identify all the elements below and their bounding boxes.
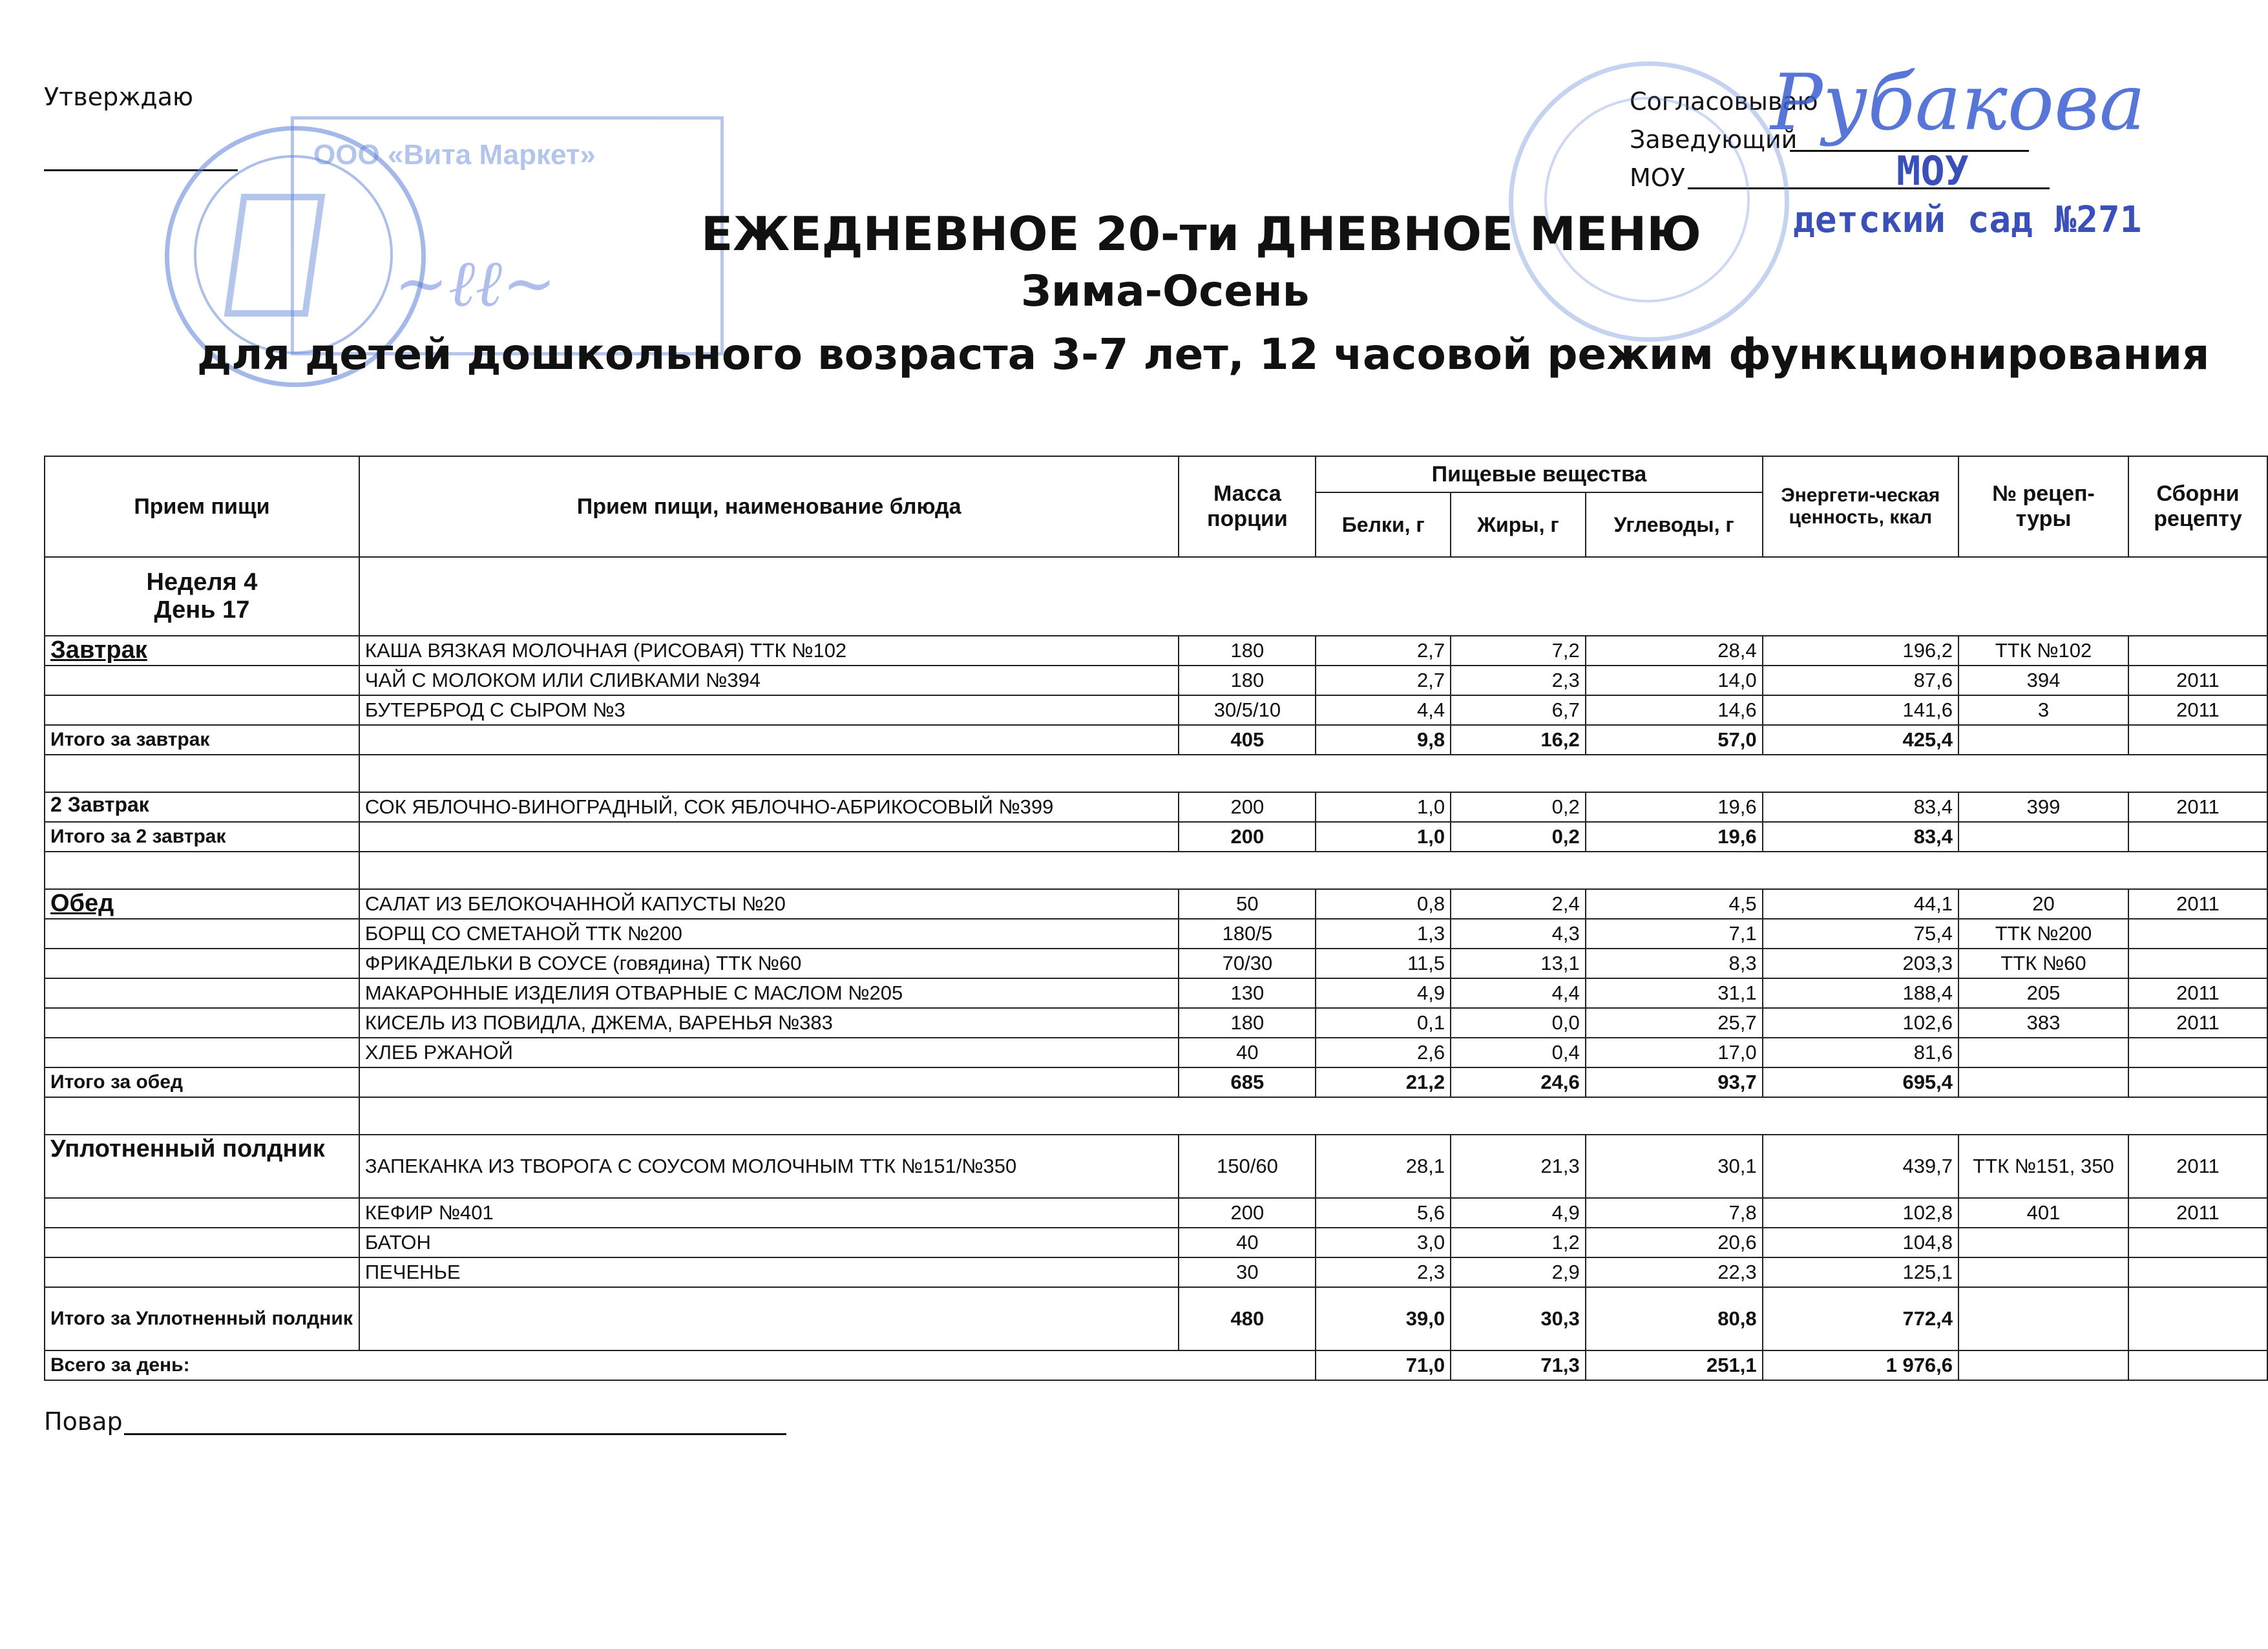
cell-mass: 200: [1179, 822, 1316, 852]
cell-coll: [2128, 919, 2267, 949]
dish-name: МАКАРОННЫЕ ИЗДЕЛИЯ ОТВАРНЫЕ С МАСЛОМ №205: [359, 978, 1179, 1008]
cell-protein: 2,6: [1316, 1038, 1451, 1067]
dish-name: [359, 1287, 1179, 1350]
left-stamp-text: ООО «Вита Маркет»: [313, 139, 596, 171]
cell-carbs: 57,0: [1586, 725, 1763, 755]
spacer-row: [45, 1097, 2267, 1135]
cell-fat: 0,0: [1451, 1008, 1586, 1038]
cell-energy: 102,8: [1763, 1198, 1958, 1228]
cell-recipe: [1958, 1067, 2128, 1097]
cell-protein: 4,4: [1316, 695, 1451, 725]
cell-energy: 125,1: [1763, 1257, 1958, 1287]
audience-title: для детей дошкольного возраста 3-7 лет, 12 часовой режим функционирования: [197, 330, 2210, 379]
cell-coll: [2128, 725, 2267, 755]
cell-protein: 4,9: [1316, 978, 1451, 1008]
day-total-row: [45, 1350, 2267, 1380]
cell-coll: 2011: [2128, 695, 2267, 725]
right-stamp-line1: МОУ: [1896, 147, 1969, 194]
cell-mass: 130: [1179, 978, 1316, 1008]
cell-carbs: 19,6: [1586, 822, 1763, 852]
cell-coll: [2128, 822, 2267, 852]
cell-coll: 2011: [2128, 666, 2267, 695]
cell-fat: 0,4: [1451, 1038, 1586, 1067]
cell-protein: 1,0: [1316, 822, 1451, 852]
day-total-energy: 1 976,6: [1763, 1350, 1958, 1380]
cell-energy: 102,6: [1763, 1008, 1958, 1038]
cell-carbs: 7,8: [1586, 1198, 1763, 1228]
approve-left-label: Утверждаю: [44, 83, 193, 111]
dish-name: ЗАПЕКАНКА ИЗ ТВОРОГА С СОУСОМ МОЛОЧНЫМ ТТК №151/№350: [359, 1135, 1179, 1198]
cell-protein: 2,7: [1316, 636, 1451, 666]
menu-row: [45, 695, 2267, 725]
menu-row: [45, 889, 2267, 919]
meal-cell: [45, 919, 359, 949]
menu-row: [45, 1135, 2267, 1198]
dish-name: ПЕЧЕНЬЕ: [359, 1257, 1179, 1287]
dish-name: ФРИКАДЕЛЬКИ В СОУСЕ (говядина) ТТК №60: [359, 949, 1179, 978]
cell-recipe: 401: [1958, 1198, 2128, 1228]
cell-carbs: 14,6: [1586, 695, 1763, 725]
meal-cell: [45, 1008, 359, 1038]
approve-right-line2: Заведующий: [1630, 125, 1798, 154]
cell-fat: 7,2: [1451, 636, 1586, 666]
cell-energy: 188,4: [1763, 978, 1958, 1008]
meal-cell: [45, 978, 359, 1008]
cell-mass: 150/60: [1179, 1135, 1316, 1198]
cell-energy: 141,6: [1763, 695, 1958, 725]
cell-mass: 50: [1179, 889, 1316, 919]
cell-recipe: ТТК №200: [1958, 919, 2128, 949]
cell-energy: 87,6: [1763, 666, 1958, 695]
cell-carbs: 4,5: [1586, 889, 1763, 919]
cell-fat: 2,9: [1451, 1257, 1586, 1287]
cell-energy: 425,4: [1763, 725, 1958, 755]
meal-cell: Обед: [45, 889, 359, 919]
cell-protein: 0,8: [1316, 889, 1451, 919]
header-collection: Сборни рецепту: [2128, 456, 2267, 557]
header-recipe: № рецеп- туры: [1958, 456, 2128, 557]
day-total-label: Всего за день:: [45, 1350, 1316, 1380]
dish-name: БАТОН: [359, 1228, 1179, 1257]
menu-row: [45, 666, 2267, 695]
cell-carbs: 30,1: [1586, 1135, 1763, 1198]
season-title: Зима-Осень: [1021, 266, 1310, 316]
cell-carbs: 7,1: [1586, 919, 1763, 949]
dish-name: ХЛЕБ РЖАНОЙ: [359, 1038, 1179, 1067]
menu-row: [45, 978, 2267, 1008]
cell-recipe: [1958, 822, 2128, 852]
cell-protein: 2,3: [1316, 1257, 1451, 1287]
dish-name: [359, 725, 1179, 755]
total-row: [45, 725, 2267, 755]
meal-cell: 2 Завтрак: [45, 792, 359, 822]
cell-protein: 39,0: [1316, 1287, 1451, 1350]
cell-coll: 2011: [2128, 889, 2267, 919]
cell-coll: [2128, 1228, 2267, 1257]
cell-mass: 180: [1179, 1008, 1316, 1038]
header-dish: Прием пищи, наименование блюда: [359, 456, 1179, 557]
meal-cell: [45, 695, 359, 725]
meal-cell: Уплотненный полдник: [45, 1135, 359, 1198]
cell-mass: 180/5: [1179, 919, 1316, 949]
cell-protein: 28,1: [1316, 1135, 1451, 1198]
total-label: Итого за завтрак: [45, 725, 359, 755]
cell-protein: 0,1: [1316, 1008, 1451, 1038]
cell-recipe: [1958, 725, 2128, 755]
dish-name: КИСЕЛЬ ИЗ ПОВИДЛА, ДЖЕМА, ВАРЕНЬЯ №383: [359, 1008, 1179, 1038]
dish-name: КАША ВЯЗКАЯ МОЛОЧНАЯ (РИСОВАЯ) ТТК №102: [359, 636, 1179, 666]
day-total-protein: 71,0: [1316, 1350, 1451, 1380]
day-total-fat: 71,3: [1451, 1350, 1586, 1380]
total-row: [45, 822, 2267, 852]
cell-fat: 4,4: [1451, 978, 1586, 1008]
meal-cell: Завтрак: [45, 636, 359, 666]
cell-coll: 2011: [2128, 1008, 2267, 1038]
meal-cell: [45, 1257, 359, 1287]
cell-mass: 30/5/10: [1179, 695, 1316, 725]
header-energy: Энергети-ческая ценность, ккал: [1763, 456, 1958, 557]
total-row: [45, 1287, 2267, 1350]
header-mass: Масса порции: [1179, 456, 1316, 557]
cell-fat: 21,3: [1451, 1135, 1586, 1198]
cell-recipe: 20: [1958, 889, 2128, 919]
header-carbs: Углеводы, г: [1586, 492, 1763, 557]
total-label: Итого за 2 завтрак: [45, 822, 359, 852]
cell-energy: 196,2: [1763, 636, 1958, 666]
cell-fat: 4,9: [1451, 1198, 1586, 1228]
cell-fat: 13,1: [1451, 949, 1586, 978]
header-fat: Жиры, г: [1451, 492, 1586, 557]
cell-coll: 2011: [2128, 978, 2267, 1008]
spacer-row: [45, 755, 2267, 792]
total-label: Итого за обед: [45, 1067, 359, 1097]
cell-mass: 685: [1179, 1067, 1316, 1097]
cook-signature-line: [124, 1433, 786, 1435]
cell-carbs: 93,7: [1586, 1067, 1763, 1097]
cell-fat: 24,6: [1451, 1067, 1586, 1097]
cell-carbs: 20,6: [1586, 1228, 1763, 1257]
cell-mass: 405: [1179, 725, 1316, 755]
cell-coll: [2128, 1067, 2267, 1097]
cell-mass: 180: [1179, 666, 1316, 695]
meal-cell: [45, 1228, 359, 1257]
cell-carbs: 22,3: [1586, 1257, 1763, 1287]
cell-fat: 2,3: [1451, 666, 1586, 695]
cell-recipe: [1958, 1228, 2128, 1257]
cell-carbs: 31,1: [1586, 978, 1763, 1008]
approve-right-line1: Согласовываю: [1630, 87, 1818, 116]
cell-recipe: [1958, 1257, 2128, 1287]
cell-carbs: 17,0: [1586, 1038, 1763, 1067]
cell-coll: [2128, 636, 2267, 666]
total-label: Итого за Уплотненный полдник: [45, 1287, 359, 1350]
day-total-carbs: 251,1: [1586, 1350, 1763, 1380]
left-signature: ~ℓℓ~: [394, 246, 556, 321]
week-day-cell: Неделя 4 День 17: [45, 557, 359, 636]
cell-protein: 2,7: [1316, 666, 1451, 695]
cell-recipe: [1958, 1287, 2128, 1350]
cell-fat: 4,3: [1451, 919, 1586, 949]
cell-energy: 695,4: [1763, 1067, 1958, 1097]
cell-mass: 200: [1179, 792, 1316, 822]
meal-cell: [45, 1198, 359, 1228]
cell-protein: 11,5: [1316, 949, 1451, 978]
cell-mass: 70/30: [1179, 949, 1316, 978]
cell-mass: 40: [1179, 1038, 1316, 1067]
menu-row: [45, 636, 2267, 666]
dish-name: СОК ЯБЛОЧНО-ВИНОГРАДНЫЙ, СОК ЯБЛОЧНО-АБРИКОСОВЫЙ №399: [359, 792, 1179, 822]
dish-name: БОРЩ СО СМЕТАНОЙ ТТК №200: [359, 919, 1179, 949]
cell-recipe: 3: [1958, 695, 2128, 725]
cell-coll: 2011: [2128, 1135, 2267, 1198]
cell-energy: 81,6: [1763, 1038, 1958, 1067]
dish-name: КЕФИР №401: [359, 1198, 1179, 1228]
cell-energy: 772,4: [1763, 1287, 1958, 1350]
menu-row: [45, 919, 2267, 949]
cell-recipe: ТТК №102: [1958, 636, 2128, 666]
right-stamp-line2: детский сад №271: [1793, 199, 2142, 241]
cell-carbs: 25,7: [1586, 1008, 1763, 1038]
approve-right-line3: МОУ: [1630, 163, 1685, 192]
header-meal: Прием пищи: [45, 456, 359, 557]
dish-name: САЛАТ ИЗ БЕЛОКОЧАННОЙ КАПУСТЫ №20: [359, 889, 1179, 919]
cell-energy: 83,4: [1763, 792, 1958, 822]
menu-row: [45, 1228, 2267, 1257]
cell-energy: 83,4: [1763, 822, 1958, 852]
cell-mass: 480: [1179, 1287, 1316, 1350]
cell-coll: [2128, 949, 2267, 978]
cell-energy: 44,1: [1763, 889, 1958, 919]
cell-carbs: 14,0: [1586, 666, 1763, 695]
dish-name: БУТЕРБРОД С СЫРОМ №3: [359, 695, 1179, 725]
cell-energy: 439,7: [1763, 1135, 1958, 1198]
cell-coll: [2128, 1287, 2267, 1350]
menu-row: [45, 1038, 2267, 1067]
cell-protein: 21,2: [1316, 1067, 1451, 1097]
cell-coll: [2128, 1038, 2267, 1067]
header-nutrients: Пищевые вещества: [1316, 456, 1762, 492]
cell-energy: 203,3: [1763, 949, 1958, 978]
meal-cell: [45, 1038, 359, 1067]
cell-energy: 104,8: [1763, 1228, 1958, 1257]
cell-coll: [2128, 1257, 2267, 1287]
spacer-row: [45, 852, 2267, 889]
right-signature: Рубакова: [1770, 58, 2146, 148]
dish-name: ЧАЙ С МОЛОКОМ ИЛИ СЛИВКАМИ №394: [359, 666, 1179, 695]
total-row: [45, 1067, 2267, 1097]
cell-fat: 0,2: [1451, 822, 1586, 852]
main-title: ЕЖЕДНЕВНОЕ 20-ти ДНЕВНОЕ МЕНЮ: [701, 207, 1701, 261]
cell-recipe: ТТК №151, 350: [1958, 1135, 2128, 1198]
menu-row: [45, 1198, 2267, 1228]
menu-body: [45, 557, 2267, 1350]
cell-carbs: 80,8: [1586, 1287, 1763, 1350]
cell-fat: 1,2: [1451, 1228, 1586, 1257]
cell-mass: 180: [1179, 636, 1316, 666]
cell-energy: 75,4: [1763, 919, 1958, 949]
cell-recipe: ТТК №60: [1958, 949, 2128, 978]
meal-cell: [45, 949, 359, 978]
cell-protein: 1,3: [1316, 919, 1451, 949]
cell-carbs: 19,6: [1586, 792, 1763, 822]
cell-mass: 40: [1179, 1228, 1316, 1257]
menu-row: [45, 1257, 2267, 1287]
cell-fat: 0,2: [1451, 792, 1586, 822]
cell-mass: 200: [1179, 1198, 1316, 1228]
menu-row: [45, 949, 2267, 978]
cell-protein: 1,0: [1316, 792, 1451, 822]
cell-recipe: [1958, 1038, 2128, 1067]
cell-recipe: 394: [1958, 666, 2128, 695]
cell-carbs: 28,4: [1586, 636, 1763, 666]
cell-carbs: 8,3: [1586, 949, 1763, 978]
cell-protein: 3,0: [1316, 1228, 1451, 1257]
cook-label: Повар: [44, 1407, 123, 1436]
cell-protein: 5,6: [1316, 1198, 1451, 1228]
cell-protein: 9,8: [1316, 725, 1451, 755]
cell-coll: 2011: [2128, 1198, 2267, 1228]
dish-name: [359, 822, 1179, 852]
week-day-row: [45, 557, 2267, 636]
cell-recipe: 399: [1958, 792, 2128, 822]
cell-fat: 16,2: [1451, 725, 1586, 755]
menu-row: [45, 792, 2267, 822]
meal-cell: [45, 666, 359, 695]
cell-fat: 2,4: [1451, 889, 1586, 919]
cell-recipe: 205: [1958, 978, 2128, 1008]
menu-row: [45, 1008, 2267, 1038]
menu-table: [44, 456, 2268, 1381]
cell-recipe: 383: [1958, 1008, 2128, 1038]
cell-coll: 2011: [2128, 792, 2267, 822]
cell-fat: 6,7: [1451, 695, 1586, 725]
cell-mass: 30: [1179, 1257, 1316, 1287]
dish-name: [359, 1067, 1179, 1097]
header-protein: Белки, г: [1316, 492, 1451, 557]
cell-fat: 30,3: [1451, 1287, 1586, 1350]
